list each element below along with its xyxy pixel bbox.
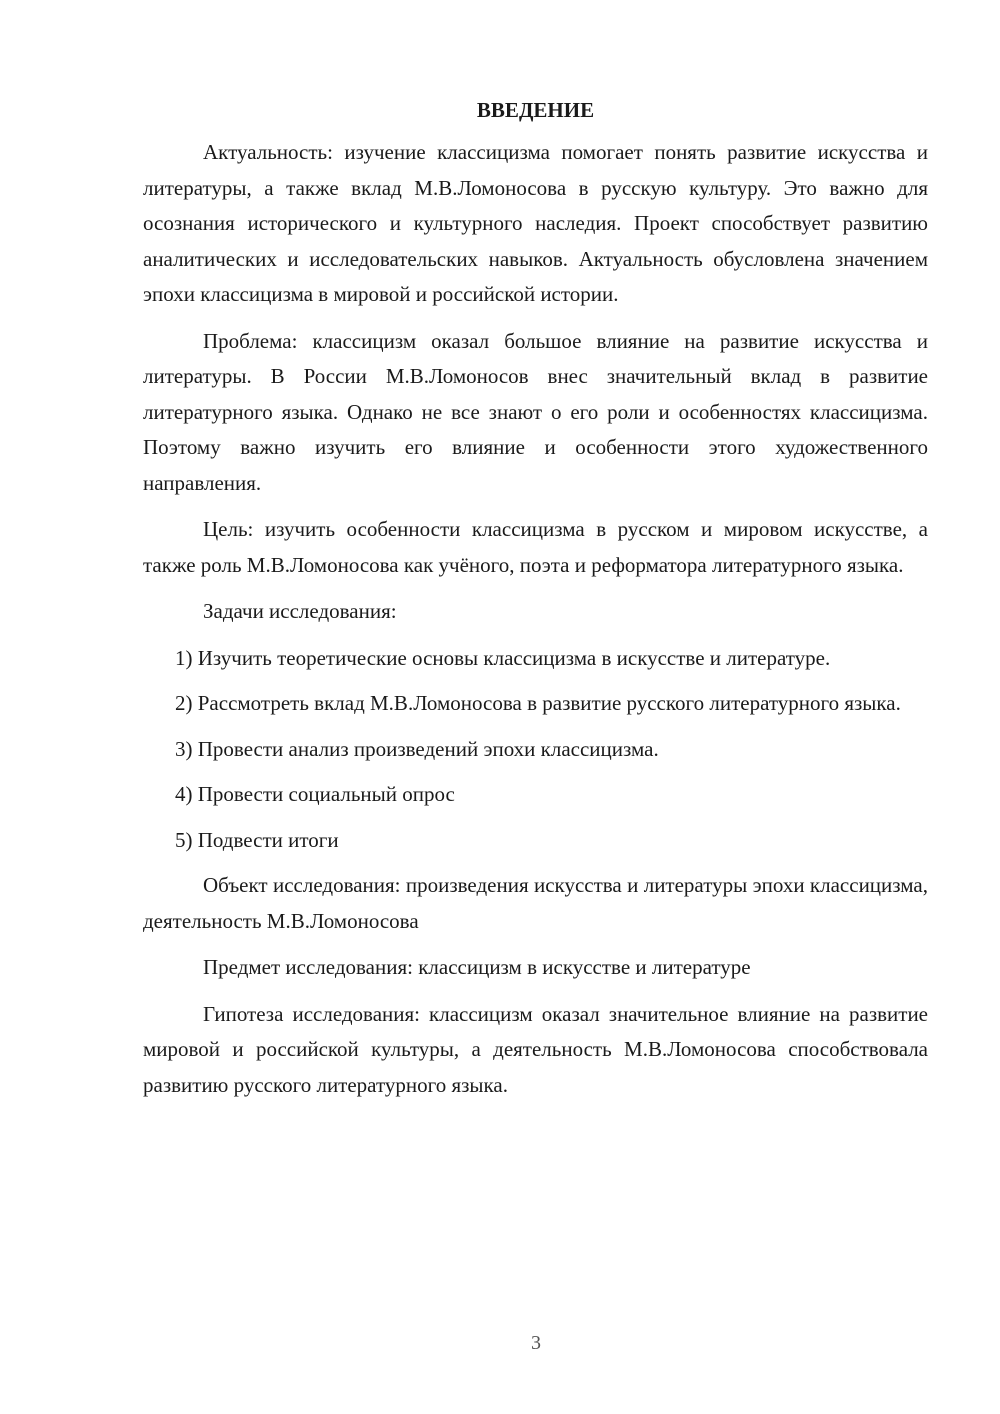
list-item: 5) Подвести итоги xyxy=(175,827,339,852)
tasks-heading: Задачи исследования: xyxy=(203,599,397,623)
paragraph-object: Объект исследования: произведения искусства и литературы эпохи классицизма, деятельность М.В.Ломоносова xyxy=(143,873,928,933)
paragraph-relevance: Актуальность: изучение классицизма помогает понять развитие искусства и литературы, а также вклад М.В.Ломоносова в русскую культуру. Это важно для осознания исторического и культурного наследия. Проект способствует развитию аналитических и исследовательских навыков. Актуальность обусловлена значением эпохи классицизма в мировой и российской истории. xyxy=(143,140,928,306)
page-number: 3 xyxy=(531,1332,541,1354)
paragraph-goal: Цель: изучить особенности классицизма в русском и мировом искусстве, а также роль М.В.Ломоносова как учёного, поэта и реформатора литературного языка. xyxy=(143,517,928,577)
list-item: 2) Рассмотреть вклад М.В.Ломоносова в развитие русского литературного языка. xyxy=(175,691,901,715)
list-item: 1) Изучить теоретические основы классицизма в искусстве и литературе. xyxy=(175,645,831,670)
tasks-list xyxy=(143,641,928,859)
paragraph-hypothesis: Гипотеза исследования: классицизм оказал значительное влияние на развитие мировой и российской культуры, а деятельность М.В.Ломоносова способствовала развитию русского литературного языка. xyxy=(143,1001,928,1097)
page-content xyxy=(143,95,928,1114)
list-item: 4) Провести социальный опрос xyxy=(175,782,455,806)
paragraph-subject: Предмет исследования: классицизм в искусстве и литературе xyxy=(203,955,751,979)
page-title: ВВЕДЕНИЕ xyxy=(476,98,595,122)
list-item: 3) Провести анализ произведений эпохи классицизма. xyxy=(175,736,659,761)
paragraph-problem: Проблема: классицизм оказал большое влияние на развитие искусства и литературы. В России М.В.Ломоносов внес значительный вклад в развитие литературного языка. Однако не все знают о его роли и особенностях классицизма. Поэтому важно изучить его влияние и особенности этого художественного направления. xyxy=(143,328,928,495)
